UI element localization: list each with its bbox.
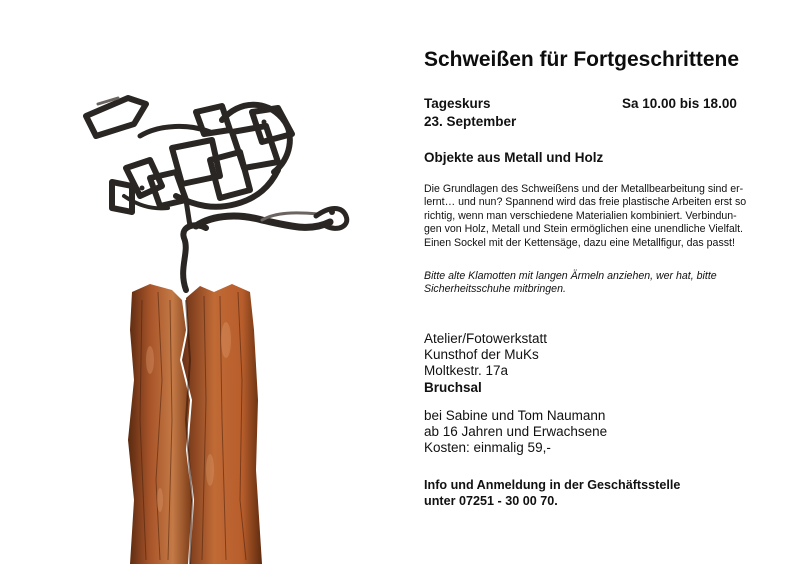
location-line: Atelier/Fotowerkstatt [424,331,548,346]
description-line: Die Grundlagen des Schweißens und der Metallbearbeitung sind er- [424,183,744,195]
course-date: 23. September [424,114,517,129]
audience: ab 16 Jahren und Erwachsene [424,424,608,440]
course-time: Sa 10.00 bis 18.00 [622,96,737,111]
registration-line: Info und Anmeldung in der Geschäftsstelle [424,478,681,492]
course-title: Schweißen für Fortgeschrittene [424,48,740,71]
metal-figure [86,98,347,290]
description-line: lernt… und nun? Spannend wird das freie plastische Arbeiten erst so [424,196,747,209]
course-meta-row [424,96,737,111]
course-description [424,183,796,250]
note-line: Sicherheitsschuhe mitbringen. [424,283,566,296]
instructors: bei Sabine und Tom Naumann [424,408,606,423]
description-line: richtig, wenn man verschiedene Materialien kombiniert. Verbindun- [424,209,737,222]
course-note [424,270,796,297]
location-line: Kunsthof der MuKs [424,347,539,363]
course-subtitle: Objekte aus Metall und Holz [424,150,604,165]
note-line: Bitte alte Klamotten mit langen Ärmeln anziehen, wer hat, bitte [424,270,717,282]
wooden-post [128,284,262,564]
location-block [424,331,547,396]
registration-info [424,477,680,510]
location-street: Moltkestr. 17a [424,363,509,379]
cost: Kosten: einmalig 59,- [424,440,551,456]
description-line: gen von Holz, Metall und Stein ermöglichen eine unendliche Vielfalt. [424,223,743,236]
location-city: Bruchsal [424,379,482,395]
details-block [424,408,607,457]
description-line: Einen Sockel mit der Kettensäge, dazu eine Metallfigur, das passt! [424,236,735,249]
course-type: Tageskurs [424,96,491,111]
registration-phone: unter 07251 - 30 00 70. [424,494,558,509]
